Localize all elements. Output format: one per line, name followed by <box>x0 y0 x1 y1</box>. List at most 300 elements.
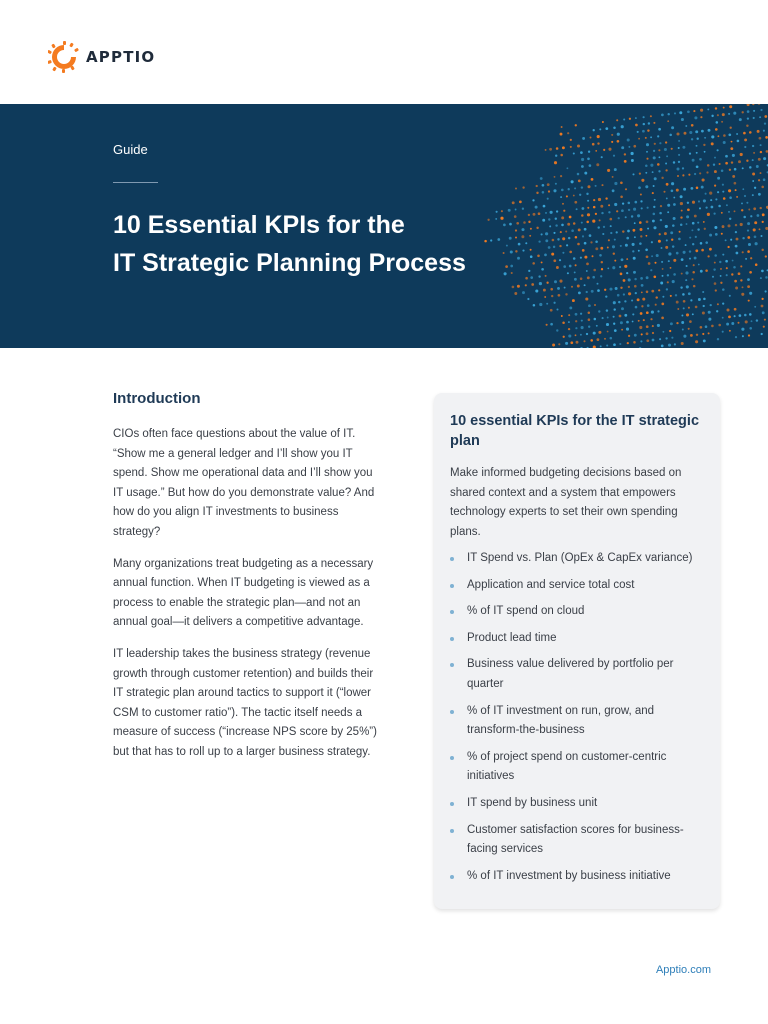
decorative-dot <box>638 250 640 252</box>
decorative-dot <box>588 311 591 314</box>
decorative-dot <box>679 111 682 114</box>
decorative-dot <box>731 161 733 163</box>
decorative-dot <box>574 201 577 204</box>
decorative-dot <box>731 141 733 143</box>
decorative-dot <box>692 271 695 274</box>
decorative-dot <box>572 299 575 302</box>
decorative-dot <box>711 206 714 209</box>
decorative-dot <box>654 143 656 145</box>
decorative-dot <box>717 177 720 180</box>
decorative-dot <box>653 185 655 187</box>
decorative-dot <box>545 275 547 277</box>
decorative-dot <box>667 204 670 207</box>
decorative-dot <box>587 207 589 209</box>
decorative-dot <box>550 211 553 214</box>
decorative-dot <box>763 326 765 328</box>
decorative-dot <box>578 228 581 231</box>
decorative-dot <box>665 141 667 143</box>
decorative-dot <box>728 133 731 136</box>
decorative-dot <box>640 277 643 280</box>
decorative-dot <box>715 198 717 200</box>
decorative-dot <box>625 188 627 190</box>
decorative-dot <box>758 193 761 196</box>
decorative-dot <box>686 223 688 225</box>
decorative-dot <box>698 200 700 202</box>
decorative-dot <box>556 210 558 212</box>
decorative-dot <box>562 146 565 149</box>
decorative-dot <box>522 291 525 294</box>
bullet-icon <box>450 584 454 588</box>
decorative-dot <box>641 179 644 182</box>
decorative-dot <box>573 152 575 154</box>
decorative-dot <box>641 305 643 307</box>
decorative-dot <box>632 250 634 252</box>
decorative-dot <box>678 140 680 142</box>
decorative-dot <box>753 207 756 210</box>
decorative-dot <box>616 119 618 121</box>
decorative-dot <box>668 252 671 255</box>
decorative-dot <box>590 241 592 243</box>
decorative-dot <box>553 189 556 192</box>
decorative-dot <box>628 202 631 205</box>
decorative-dot <box>717 114 719 116</box>
decorative-dot <box>763 130 765 132</box>
decorative-dot <box>747 110 750 113</box>
decorative-dot <box>590 137 592 139</box>
decorative-dot <box>703 144 705 146</box>
decorative-dot <box>657 310 659 312</box>
decorative-dot <box>561 216 564 219</box>
decorative-dot <box>555 224 557 226</box>
decorative-dot <box>618 217 620 219</box>
decorative-dot <box>651 311 654 314</box>
decorative-dot <box>673 161 675 163</box>
decorative-dot <box>598 310 600 312</box>
decorative-dot <box>746 124 748 126</box>
decorative-dot <box>698 264 700 266</box>
decorative-dot <box>685 279 687 281</box>
page-title <box>113 206 533 282</box>
decorative-dot <box>661 303 664 306</box>
decorative-dot <box>614 168 617 171</box>
decorative-dot <box>714 170 717 173</box>
decorative-dot <box>725 155 728 158</box>
decorative-dot <box>691 138 693 140</box>
decorative-dot <box>620 273 623 276</box>
decorative-dot <box>712 276 714 278</box>
decorative-dot <box>758 104 761 105</box>
decorative-dot <box>714 262 716 264</box>
decorative-dot <box>749 131 752 134</box>
decorative-dot <box>597 135 600 138</box>
decorative-dot <box>617 133 620 136</box>
decorative-dot <box>643 123 645 125</box>
decorative-dot <box>683 307 685 309</box>
decorative-dot <box>676 301 679 304</box>
decorative-dot <box>726 323 729 326</box>
decorative-dot <box>701 186 704 189</box>
decorative-dot <box>746 160 748 162</box>
decorative-dot <box>717 135 719 137</box>
decorative-dot <box>702 311 705 314</box>
decorative-dot <box>703 298 706 301</box>
apptio-website-link[interactable]: Apptio.com <box>655 964 711 976</box>
decorative-dot <box>553 232 555 234</box>
decorative-dot <box>559 259 561 261</box>
decorative-dot <box>722 331 724 333</box>
decorative-dot <box>633 208 636 211</box>
decorative-dot <box>589 234 592 237</box>
decorative-dot <box>692 201 695 204</box>
decorative-dot <box>645 235 647 237</box>
decorative-dot <box>624 153 626 155</box>
decorative-dot <box>735 231 737 233</box>
decorative-dot <box>742 335 744 337</box>
decorative-dot <box>685 244 687 246</box>
decorative-dot <box>654 177 657 180</box>
decorative-dot <box>575 334 577 336</box>
decorative-dot <box>689 250 691 252</box>
decorative-dot <box>703 199 706 202</box>
decorative-dot <box>588 318 591 321</box>
decorative-dot <box>642 130 645 133</box>
decorative-dot <box>719 163 721 165</box>
decorative-dot <box>707 108 709 110</box>
decorative-dot <box>561 224 564 227</box>
decorative-dot <box>729 169 731 171</box>
decorative-dot <box>607 331 609 333</box>
decorative-dot <box>752 145 754 147</box>
decorative-dot <box>601 184 603 186</box>
decorative-dot <box>640 200 642 202</box>
decorative-dot <box>670 322 673 325</box>
decorative-dot <box>553 302 555 304</box>
decorative-dot <box>544 296 546 298</box>
decorative-dot <box>688 328 690 330</box>
decorative-dot <box>604 338 606 340</box>
decorative-dot <box>563 336 565 338</box>
decorative-dot <box>666 183 669 186</box>
decorative-dot <box>680 216 682 218</box>
decorative-dot <box>732 175 735 178</box>
decorative-dot <box>607 247 609 249</box>
decorative-dot <box>653 275 656 278</box>
decorative-dot <box>709 192 712 195</box>
decorative-dot <box>570 146 572 148</box>
decorative-dot <box>691 229 693 231</box>
decorative-dot <box>626 328 629 331</box>
decorative-dot <box>680 286 682 288</box>
decorative-dot <box>710 199 712 201</box>
decorative-dot <box>658 170 660 172</box>
decorative-dot <box>742 167 744 169</box>
decorative-dot <box>650 164 653 167</box>
decorative-dot <box>741 328 744 331</box>
decorative-dot <box>674 343 676 345</box>
decorative-dot <box>637 131 639 133</box>
decorative-dot <box>696 334 698 336</box>
page-title-line-2: IT Strategic Planning Process <box>113 249 466 277</box>
decorative-dot <box>742 286 744 288</box>
decorative-dot <box>587 276 590 279</box>
decorative-dot <box>732 260 734 262</box>
decorative-dot <box>562 322 565 325</box>
decorative-dot <box>752 180 754 182</box>
decorative-dot <box>688 292 691 295</box>
decorative-dot <box>641 284 644 287</box>
decorative-dot <box>733 266 736 269</box>
decorative-dot <box>679 231 681 233</box>
decorative-dot <box>621 329 623 331</box>
decorative-dot <box>628 286 630 288</box>
decorative-dot <box>522 186 524 188</box>
decorative-dot <box>641 333 643 335</box>
decorative-dot <box>677 308 679 310</box>
decorative-dot <box>700 109 703 112</box>
decorative-dot <box>660 219 662 221</box>
decorative-dot <box>691 124 694 127</box>
decorative-dot <box>665 169 667 171</box>
decorative-dot <box>538 275 540 277</box>
decorative-dot <box>517 285 520 288</box>
decorative-dot <box>761 235 763 237</box>
decorative-dot <box>727 309 730 312</box>
decorative-dot <box>682 174 684 176</box>
decorative-dot <box>741 209 743 211</box>
decorative-dot <box>755 242 758 245</box>
decorative-dot <box>519 201 522 204</box>
decorative-dot <box>633 229 636 232</box>
decorative-dot <box>716 121 719 124</box>
decorative-dot <box>652 325 654 327</box>
decorative-dot <box>599 219 601 221</box>
decorative-dot <box>542 191 545 194</box>
decorative-dot <box>672 245 674 247</box>
decorative-dot <box>686 285 689 288</box>
decorative-dot <box>626 321 629 324</box>
decorative-dot <box>656 254 659 257</box>
decorative-dot <box>691 278 693 280</box>
decorative-dot <box>596 325 598 327</box>
decorative-dot <box>753 152 755 154</box>
decorative-dot <box>721 212 723 214</box>
decorative-dot <box>556 147 559 150</box>
decorative-dot <box>730 127 732 129</box>
decorative-dot <box>596 163 599 166</box>
decorative-dot <box>715 107 717 109</box>
apptio-gear-icon <box>48 41 80 73</box>
decorative-dot <box>721 233 723 235</box>
decorative-dot <box>555 183 557 185</box>
decorative-dot <box>707 255 709 257</box>
kpi-list-item <box>450 549 708 569</box>
decorative-dot <box>586 193 588 195</box>
decorative-dot <box>723 197 726 200</box>
decorative-dot <box>673 259 676 262</box>
decorative-dot <box>590 339 593 342</box>
decorative-dot <box>594 318 597 321</box>
decorative-dot <box>603 149 605 151</box>
decorative-dot <box>558 343 560 345</box>
decorative-dot <box>747 117 749 119</box>
decorative-dot <box>653 213 656 216</box>
decorative-dot <box>748 300 750 302</box>
decorative-dot <box>567 272 569 274</box>
decorative-dot <box>597 283 599 285</box>
decorative-dot <box>588 326 590 328</box>
decorative-dot <box>645 165 648 168</box>
decorative-dot <box>688 174 690 176</box>
decorative-dot <box>714 157 716 159</box>
intro-paragraph-3: IT leadership takes the business strategy (revenue growth through customer retention) and builds their IT strategic plan around tactics to support it (“lower CSM to customer ratio”). The tactic itself needs a measure of success (“increase NPS score by 25%”) but that has to roll up to a larger business strategy. <box>113 647 377 758</box>
decorative-dot <box>655 296 657 298</box>
decorative-dot <box>555 217 557 219</box>
decorative-dot <box>715 128 718 131</box>
decorative-dot <box>749 292 752 295</box>
decorative-dot <box>667 211 669 213</box>
decorative-dot <box>756 165 759 168</box>
decorative-dot <box>680 195 683 198</box>
decorative-dot <box>690 334 693 337</box>
decorative-dot <box>542 184 545 187</box>
decorative-dot <box>694 215 697 218</box>
decorative-dot <box>664 232 667 235</box>
decorative-dot <box>703 305 705 307</box>
decorative-dot <box>685 125 687 127</box>
decorative-dot <box>603 226 605 228</box>
decorative-dot <box>744 146 746 148</box>
decorative-dot <box>574 187 576 189</box>
decorative-dot <box>661 345 664 348</box>
decorative-dot <box>707 213 710 216</box>
decorative-dot <box>634 222 636 224</box>
decorative-dot <box>620 196 623 199</box>
decorative-dot <box>579 194 581 196</box>
decorative-dot <box>717 303 719 305</box>
decorative-dot <box>618 301 620 303</box>
decorative-dot <box>643 116 645 118</box>
decorative-dot <box>733 112 736 115</box>
kpi-list <box>450 549 708 893</box>
decorative-dot <box>752 159 754 161</box>
decorative-dot <box>658 156 660 158</box>
decorative-dot <box>632 321 634 323</box>
decorative-dot <box>645 185 648 188</box>
decorative-dot <box>595 185 597 187</box>
decorative-dot <box>673 217 676 220</box>
decorative-dot <box>612 189 615 192</box>
decorative-dot <box>608 148 611 151</box>
decorative-dot <box>546 282 548 284</box>
decorative-dot <box>620 321 623 324</box>
decorative-dot <box>642 298 645 301</box>
decorative-dot <box>738 322 740 324</box>
decorative-dot <box>677 175 679 177</box>
decorative-dot <box>565 342 568 345</box>
decorative-dot <box>714 226 717 229</box>
decorative-dot <box>601 212 603 214</box>
decorative-dot <box>631 215 633 217</box>
decorative-dot <box>760 151 762 153</box>
decorative-dot <box>626 237 629 240</box>
decorative-dot <box>575 320 577 322</box>
decorative-dot <box>621 258 624 261</box>
decorative-dot <box>640 193 642 195</box>
decorative-dot <box>568 188 570 190</box>
decorative-dot <box>616 231 618 233</box>
decorative-dot <box>538 212 541 215</box>
page-title-line-1: 10 Essential KPIs for the <box>113 211 405 239</box>
decorative-dot <box>546 324 548 326</box>
decorative-dot <box>655 304 657 306</box>
decorative-dot <box>703 221 705 223</box>
decorative-dot <box>597 338 600 341</box>
decorative-dot <box>577 285 580 288</box>
decorative-dot <box>575 313 578 316</box>
decorative-dot <box>762 311 765 314</box>
decorative-dot <box>709 248 712 251</box>
decorative-dot <box>562 237 565 240</box>
decorative-dot <box>512 201 515 204</box>
decorative-dot <box>575 124 577 126</box>
decorative-dot <box>652 192 654 194</box>
decorative-dot <box>571 286 573 288</box>
decorative-dot <box>598 198 601 201</box>
decorative-dot <box>659 338 661 340</box>
decorative-dot <box>587 185 590 188</box>
decorative-dot <box>694 173 696 175</box>
decorative-dot <box>646 220 649 223</box>
decorative-dot <box>750 257 752 259</box>
decorative-dot <box>716 310 718 312</box>
kpi-list-item <box>450 821 708 860</box>
kpi-list-item <box>450 655 708 694</box>
decorative-dot <box>625 216 627 218</box>
decorative-dot <box>722 113 725 116</box>
decorative-dot <box>652 332 654 334</box>
decorative-dot <box>646 151 648 153</box>
decorative-dot <box>652 339 655 342</box>
decorative-dot <box>683 188 686 191</box>
decorative-dot <box>566 195 568 197</box>
decorative-dot <box>760 144 762 146</box>
decorative-dot <box>666 288 668 290</box>
decorative-dot <box>757 214 760 217</box>
decorative-dot <box>635 124 638 127</box>
decorative-dot <box>698 298 701 301</box>
decorative-dot <box>657 324 660 327</box>
decorative-dot <box>593 206 596 209</box>
decorative-dot <box>549 225 551 227</box>
decorative-dot <box>760 207 762 209</box>
decorative-dot <box>742 188 744 190</box>
decorative-dot <box>545 239 548 242</box>
decorative-dot <box>578 292 581 295</box>
decorative-dot <box>639 347 642 348</box>
bullet-icon <box>450 756 454 760</box>
decorative-dot <box>547 183 550 186</box>
decorative-dot <box>722 191 724 193</box>
decorative-dot <box>745 258 747 260</box>
decorative-dot <box>575 236 578 239</box>
decorative-dot <box>580 257 582 259</box>
decorative-dot <box>675 294 677 296</box>
decorative-dot <box>605 295 607 297</box>
decorative-dot <box>667 113 669 115</box>
decorative-dot <box>650 115 652 117</box>
decorative-dot <box>580 334 582 336</box>
decorative-dot <box>685 271 688 274</box>
